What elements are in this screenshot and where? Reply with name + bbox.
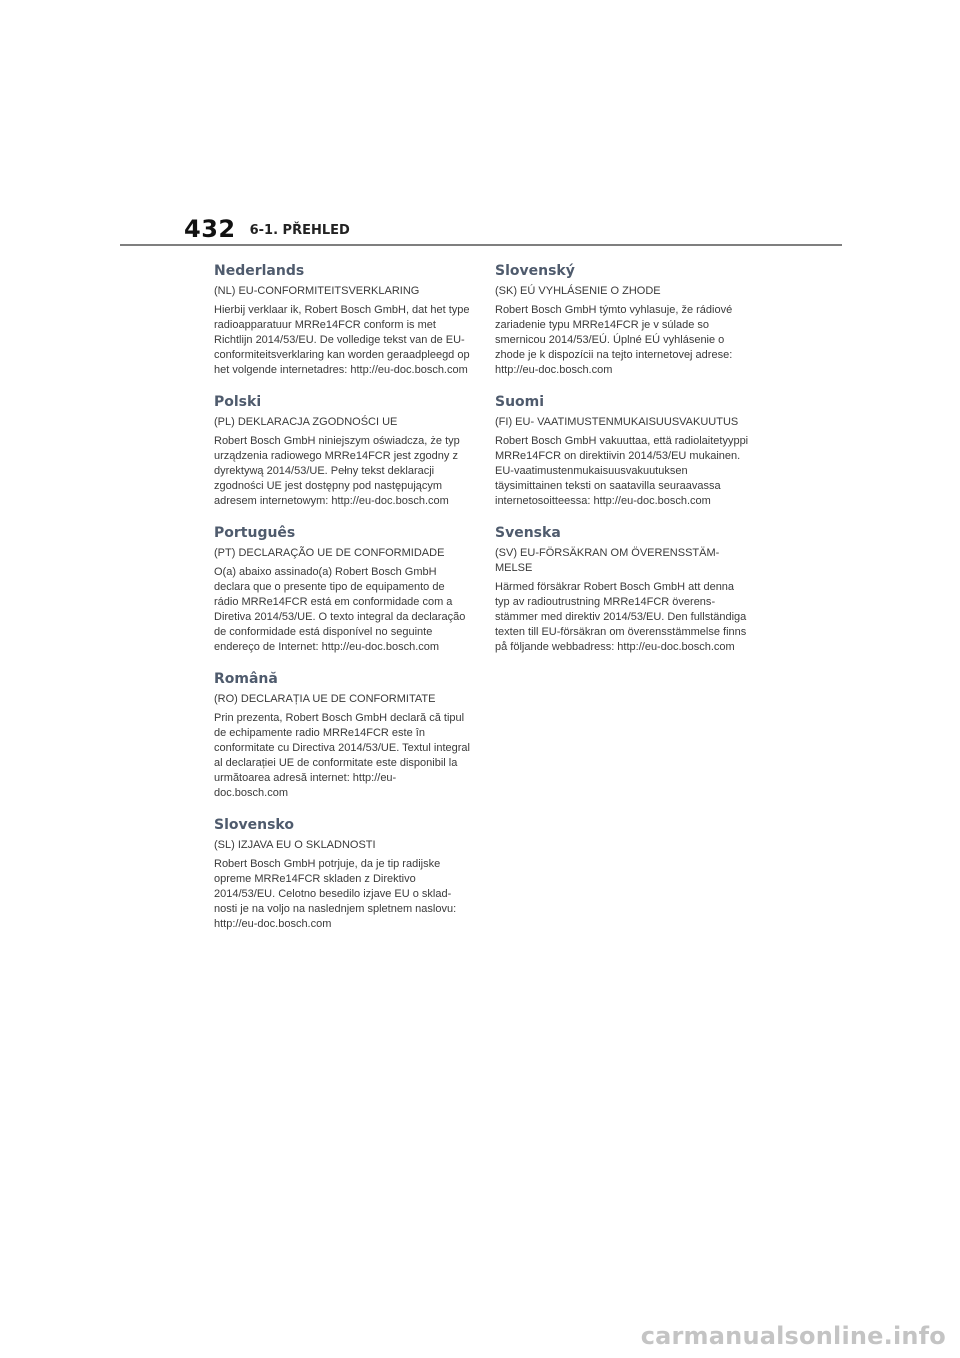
declaration-body: Robert Bosch GmbH niniejszym oświadcza, że typ urządzenia radiowego MRRe14FCR jest zgodny z dyrektywą 2014/53/UE. Pełny tekst deklaracji zgodności UE jest dostępny pod następującym adresem internetowym: http://eu-doc.bosch.com [214,435,460,507]
declaration-body: Robert Bosch GmbH potrjuje, da je tip radijske opreme MRRe14FCR skladen z Direktivo 2014/53/EU. Celotno besedilo izjave EU o skladnosti je na voljo na naslednjem spletnem naslovu: http://eu-doc.bosch.com [214,858,457,930]
language-heading: Română [214,671,278,687]
language-heading: Svenska [495,525,561,541]
declaration-title: (PL) DEKLARACJA ZGODNOŚCI UE [214,416,398,428]
section-pt [214,524,470,655]
language-heading: Slovensko [214,817,294,833]
section-nl [214,262,470,378]
declaration-body: Robert Bosch GmbH týmto vyhlasuje, že rádiové zariadenie typu MRRe14FCR je v súlade so smernicou 2014/53/EÚ. Úplné EÚ vyhlásenie o zhode je k dispozícii na tejto internetovej adrese: http://eu-doc.bosch.com [495,304,733,376]
declaration-title: (RO) DECLARAȚIA UE DE CONFORMITATE [214,693,436,705]
watermark: carmanualsonline.info [640,1322,946,1350]
language-heading: Nederlands [214,263,305,279]
declaration-title: (SK) EÚ VYHLÁSENIE O ZHODE [495,285,661,297]
declaration-body: Robert Bosch GmbH vakuuttaa, että radiolaitetyyppi MRRe14FCR on direktiivin 2014/53/EU mukainen. EU-vaatimustenmukaisuusvakuutuksen täysimittainen teksti on saatavilla seuraavassa internetosoitteessa: http://eu-doc.bosch.com [495,435,749,507]
right-column [495,262,751,670]
left-column [214,262,470,947]
language-heading: Português [214,525,296,541]
page-header [184,214,350,244]
page-number: 432 [184,215,236,243]
declaration-title: (NL) EU-CONFORMITEITSVERKLARING [214,285,420,297]
section-sv [495,524,751,655]
declaration-title: (PT) DECLARAÇÃO UE DE CONFORMIDADE [214,547,445,559]
declaration-title: (FI) EU- VAATIMUSTENMUKAISUUSVAKUUTUS [495,416,739,428]
section-pl [214,393,470,509]
declaration-body: Härmed försäkrar Robert Bosch GmbH att denna typ av radioutrustning MRRe14FCR överensstämmer med direktiv 2014/53/EU. Den fullständiga texten till EU-försäkran om överensstämmelse finns på följande webbadress: http://eu-doc.bosch.com [495,581,747,653]
section-sk [495,262,751,378]
declaration-body: Prin prezenta, Robert Bosch GmbH declară că tipul de echipamente radio MRRe14FCR este în conformitate cu Directiva 2014/53/UE. Textul integral al declarației UE de conformitate este disponibil la următoarea adresă internet: http://eu-doc.bosch.com [214,712,470,799]
header-divider [120,244,842,246]
declaration-title: (SV) EU-FÖRSÄKRAN OM ÖVERENSSTÄMMELSE [495,547,720,574]
section-title: 6-1. PŘEHLED [249,222,350,238]
declaration-title: (SL) IZJAVA EU O SKLADNOSTI [214,839,376,851]
section-fi [495,393,751,509]
declaration-body: Hierbij verklaar ik, Robert Bosch GmbH, dat het type radioapparatuur MRRe14FCR conform is met Richtlijn 2014/53/EU. De volledige tekst van de EU-conformiteitsverklaring kan worden geraadpleegd op het volgende internetadres: http://eu-doc.bosch.com [214,304,470,376]
section-ro [214,670,470,801]
language-heading: Slovenský [495,263,575,279]
language-heading: Suomi [495,394,545,410]
section-sl [214,816,470,932]
language-heading: Polski [214,394,262,410]
declaration-body: O(a) abaixo assinado(a) Robert Bosch GmbH declara que o presente tipo de equipamento de rádio MRRe14FCR está em conformidade com a Diretiva 2014/53/UE. O texto integral da declaração de conformidade está disponível no seguinte endereço de Internet: http://eu-doc.bosch.com [214,566,466,653]
